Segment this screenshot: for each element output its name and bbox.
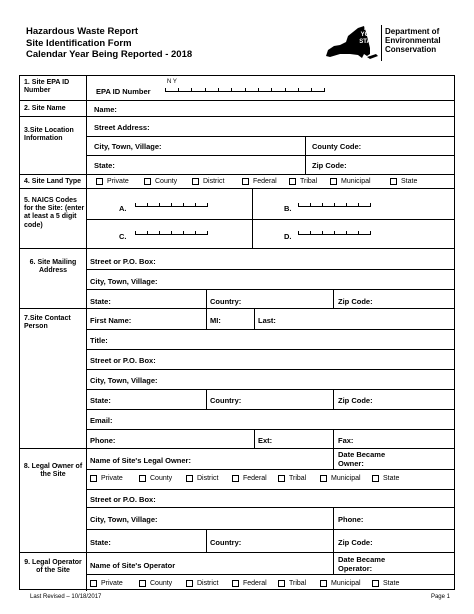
operator-type-district-checkbox[interactable] (186, 580, 218, 587)
owner-type-federal-label: Federal (243, 475, 267, 482)
logo-line-conservation: Conservation (385, 45, 437, 54)
naics-c-label: C. (119, 232, 127, 241)
date-became-operator-field[interactable]: Date Became Operator: (338, 555, 386, 573)
owner-type-district-label: District (197, 475, 219, 482)
owner-type-private-checkbox[interactable] (90, 475, 123, 482)
owner-country-field[interactable]: Country: (210, 538, 242, 547)
land-type-state-checkbox[interactable] (390, 178, 417, 185)
site-identification-table (19, 75, 455, 590)
operator-type-private-checkbox[interactable] (90, 580, 123, 587)
logo-department-text (385, 27, 441, 54)
logo-state-text (348, 26, 378, 45)
section-legal-operator (20, 552, 454, 591)
last-revised-footer: Last Revised – 10/18/2017 (30, 594, 102, 600)
owner-city-field[interactable]: City, Town, Village: (90, 515, 158, 524)
contact-first-name-field[interactable]: First Name: (90, 316, 132, 325)
land-type-district-checkbox[interactable] (192, 178, 224, 185)
operator-type-county-label: County (150, 580, 173, 587)
mailing-state-field[interactable]: State: (90, 297, 111, 306)
section-naics-label: 5. NAICS Codes for the Site: (enter at least a 5 digit code) (20, 189, 87, 248)
owner-type-tribal-checkbox[interactable] (278, 475, 306, 482)
section-contact-person (20, 308, 454, 448)
site-street-address-field[interactable]: Street Address: (94, 123, 150, 132)
owner-type-private-label: Private (101, 475, 123, 482)
logo-line-york: YORK (360, 32, 378, 39)
owner-type-state-label: State (383, 475, 400, 482)
owner-type-municipal-checkbox[interactable] (320, 475, 361, 482)
title-line-report: Hazardous Waste Report (26, 26, 139, 37)
owner-type-district-checkbox[interactable] (186, 475, 218, 482)
land-type-private-checkbox[interactable] (96, 178, 129, 185)
section-mailing-address-label: 6. Site Mailing Address (20, 249, 87, 308)
operator-type-county-checkbox[interactable] (139, 580, 172, 587)
land-type-county-label: County (155, 178, 178, 185)
logo-line-department: Department of (385, 27, 440, 36)
section-legal-operator-label: 9. Legal Operator of the Site (20, 553, 87, 591)
contact-title-field[interactable]: Title: (90, 336, 108, 345)
section-land-type (20, 174, 454, 188)
owner-zip-code-field[interactable]: Zip Code: (338, 538, 373, 547)
logo-line-state: STATE (359, 38, 378, 45)
land-type-municipal-label: Municipal (341, 178, 371, 185)
site-zip-code-field[interactable]: Zip Code: (312, 161, 347, 170)
section-legal-owner (20, 448, 454, 552)
epa-id-number-label: EPA ID Number (96, 87, 151, 96)
section-naics (20, 188, 454, 248)
contact-street-field[interactable]: Street or P.O. Box: (90, 356, 156, 365)
site-city-field[interactable]: City, Town, Village: (94, 142, 162, 151)
naics-b-label: B. (284, 204, 292, 213)
operator-type-federal-label: Federal (243, 580, 267, 587)
title-line-form: Site Identification Form (26, 37, 132, 49)
section-site-name-label: 2. Site Name (20, 101, 87, 116)
contact-fax-field[interactable]: Fax: (338, 436, 354, 445)
contact-country-field[interactable]: Country: (210, 396, 242, 405)
owner-type-county-label: County (150, 475, 173, 482)
contact-email-field[interactable]: Email: (90, 416, 113, 425)
operator-type-municipal-label: Municipal (331, 580, 361, 587)
contact-state-field[interactable]: State: (90, 396, 111, 405)
contact-ext-field[interactable]: Ext: (258, 436, 273, 445)
contact-mi-field[interactable]: MI: (210, 316, 221, 325)
owner-phone-field[interactable]: Phone: (338, 515, 364, 524)
operator-name-field[interactable]: Name of Site's Operator (90, 561, 176, 570)
owner-type-tribal-label: Tribal (289, 475, 307, 482)
operator-type-federal-checkbox[interactable] (232, 580, 267, 587)
section-site-location (20, 116, 454, 174)
owner-state-field[interactable]: State: (90, 538, 111, 547)
owner-type-federal-checkbox[interactable] (232, 475, 267, 482)
naics-a-label: A. (119, 204, 127, 213)
owner-type-county-checkbox[interactable] (139, 475, 172, 482)
contact-phone-field[interactable]: Phone: (90, 436, 116, 445)
naics-a-field[interactable] (135, 201, 208, 207)
operator-type-tribal-checkbox[interactable] (278, 580, 306, 587)
site-name-field[interactable]: Name: (94, 105, 117, 114)
section-site-location-label: 3.Site Location Information (20, 117, 87, 174)
section-epa-id-label: 1. Site EPA ID Number (20, 76, 87, 100)
legal-owner-name-field[interactable]: Name of Site's Legal Owner: (90, 456, 191, 465)
naics-d-field[interactable] (298, 229, 371, 235)
date-became-owner-field[interactable]: Date Became Owner: (338, 451, 386, 468)
land-type-county-checkbox[interactable] (144, 178, 177, 185)
land-type-federal-label: Federal (253, 178, 277, 185)
operator-type-municipal-checkbox[interactable] (320, 580, 361, 587)
owner-type-state-checkbox[interactable] (372, 475, 399, 482)
epa-id-prefix: N Y (167, 79, 177, 85)
section-legal-owner-label: 8. Legal Owner of the Site (20, 449, 87, 552)
epa-id-number-field[interactable] (165, 86, 325, 92)
operator-type-state-label: State (383, 580, 400, 587)
nys-dec-logo (320, 24, 454, 66)
contact-city-field[interactable]: City, Town, Village: (90, 376, 158, 385)
title-line-year: Calendar Year Being Reported - 2018 (26, 49, 193, 60)
land-type-federal-checkbox[interactable] (242, 178, 277, 185)
land-type-tribal-label: Tribal (300, 178, 318, 185)
section-contact-person-label: 7.Site Contact Person (20, 309, 87, 448)
site-county-code-field[interactable]: County Code: (312, 142, 362, 151)
operator-type-private-label: Private (101, 580, 123, 587)
page-number-footer: Page 1 (430, 594, 450, 600)
operator-type-state-checkbox[interactable] (372, 580, 399, 587)
mailing-city-field[interactable]: City, Town, Village: (90, 277, 158, 286)
land-type-state-label: State (401, 178, 418, 185)
land-type-district-label: District (203, 178, 225, 185)
form-title (26, 26, 192, 61)
logo-divider (381, 25, 382, 61)
naics-c-field[interactable] (135, 229, 208, 235)
naics-d-label: D. (284, 232, 292, 241)
section-epa-id (20, 76, 454, 100)
land-type-private-label: Private (107, 178, 129, 185)
owner-type-municipal-label: Municipal (331, 475, 361, 482)
land-type-tribal-checkbox[interactable] (289, 178, 317, 185)
contact-last-name-field[interactable]: Last: (258, 316, 276, 325)
naics-b-field[interactable] (298, 201, 371, 207)
mailing-country-field[interactable]: Country: (210, 297, 242, 306)
operator-type-district-label: District (197, 580, 219, 587)
operator-type-tribal-label: Tribal (289, 580, 307, 587)
section-land-type-label: 4. Site Land Type (20, 175, 87, 188)
site-state-field[interactable]: State: (94, 161, 115, 170)
contact-zip-code-field[interactable]: Zip Code: (338, 396, 373, 405)
mailing-zip-code-field[interactable]: Zip Code: (338, 297, 373, 306)
section-site-name (20, 100, 454, 116)
owner-street-field[interactable]: Street or P.O. Box: (90, 495, 156, 504)
logo-line-environmental: Environmental (385, 36, 441, 45)
section-mailing-address (20, 248, 454, 308)
land-type-municipal-checkbox[interactable] (330, 178, 371, 185)
logo-line-new: NEW (364, 26, 378, 32)
mailing-street-field[interactable]: Street or P.O. Box: (90, 257, 156, 266)
